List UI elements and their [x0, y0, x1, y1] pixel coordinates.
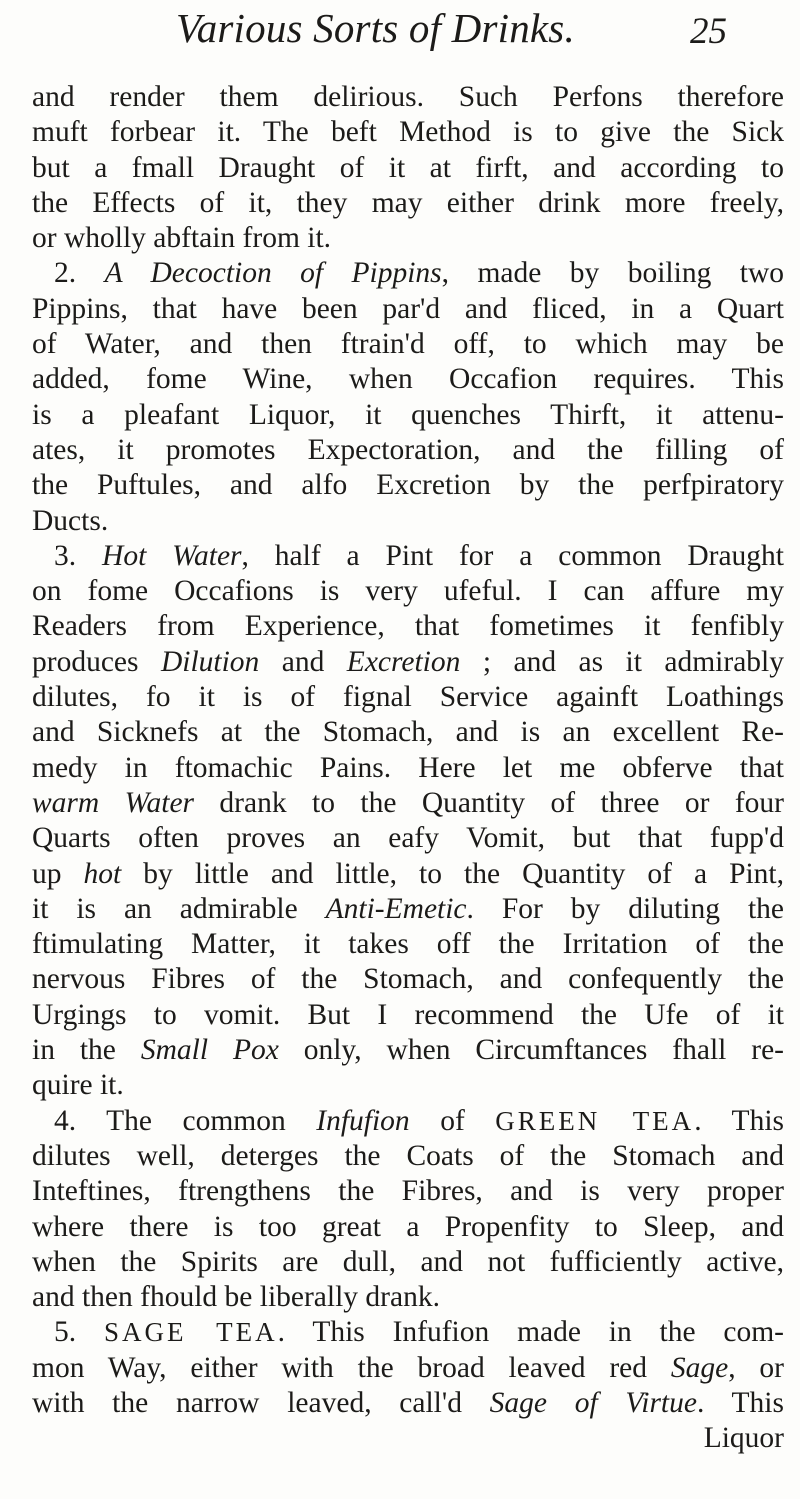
- italic-phrase: warm Water: [32, 786, 195, 819]
- text-line: [32, 433, 784, 468]
- text-run: or wholly abftain from it.: [32, 222, 332, 255]
- text-run: by little and little, to the Quantity of a Pint,: [121, 857, 785, 890]
- body-text: [32, 80, 784, 1457]
- text-line: [32, 115, 784, 150]
- text-line: [32, 680, 784, 715]
- text-run: 2.: [54, 257, 105, 290]
- text-run: mon Way, either with the broad leaved red: [32, 1351, 671, 1384]
- text-run: with the narrow leaved, call'd: [32, 1386, 490, 1419]
- text-line: [32, 715, 784, 750]
- italic-phrase: Sage: [670, 1351, 729, 1384]
- text-run: of: [409, 1104, 496, 1137]
- text-run: Inteftines, ftrengthens the Fibres, and is very proper: [32, 1175, 784, 1208]
- text-run: ; and as it admirably: [460, 645, 784, 678]
- text-line: [32, 892, 784, 927]
- text-line: [32, 292, 784, 327]
- text-run: Liquor: [703, 1422, 784, 1455]
- italic-phrase: Infufion: [316, 1104, 410, 1137]
- text-run: Pippins, that have been par'd and fliced, in a Quart: [32, 292, 784, 325]
- small-caps-phrase: GREEN TEA: [495, 1105, 695, 1136]
- text-run: on fome Occafions is very ufeful. I can affure my: [32, 575, 784, 608]
- text-line: [32, 398, 784, 433]
- running-head: [0, 4, 800, 64]
- text-line: [32, 1139, 784, 1174]
- text-line: [32, 998, 784, 1033]
- italic-phrase: Excretion: [346, 645, 461, 678]
- text-run: is a pleafant Liquor, it quenches Thirft, it attenu-: [32, 398, 784, 431]
- text-line: [32, 1315, 784, 1350]
- text-run: , made by boiling two: [441, 257, 784, 290]
- text-run: . This Infufion made in the com-: [277, 1316, 785, 1349]
- text-run: up: [32, 857, 84, 890]
- text-run: only, when Circumftances fhall re-: [278, 1034, 785, 1067]
- text-run: dilutes, fo it is of fignal Service againft Loathings: [32, 681, 784, 714]
- text-run: 4. The common: [54, 1104, 317, 1137]
- text-run: and Sicknefs at the Stomach, and is an excellent Re-: [32, 716, 784, 749]
- text-run: and then fhould be liberally drank.: [32, 1281, 440, 1314]
- text-run: medy in ftomachic Pains. Here let me obferve that: [32, 751, 784, 784]
- text-run: Ducts.: [32, 504, 109, 537]
- text-line: [32, 927, 784, 962]
- text-run: 3.: [54, 539, 103, 572]
- running-title: Various Sorts of Drinks.: [176, 5, 575, 51]
- text-line: [32, 468, 784, 503]
- text-run: dilutes well, deterges the Coats of the Stomach and: [32, 1139, 784, 1172]
- text-run: where there is too great a Propenfity to Sleep, and: [32, 1210, 784, 1243]
- text-run: produces: [32, 645, 161, 678]
- text-line: [32, 1104, 784, 1139]
- text-run: the Effects of it, they may either drink more freely,: [32, 186, 784, 219]
- italic-phrase: Sage of Virtue: [489, 1386, 697, 1419]
- text-line: [32, 221, 784, 256]
- text-run: . This: [694, 1104, 784, 1137]
- text-line: [32, 1280, 784, 1315]
- text-line: [32, 857, 784, 892]
- text-run: but a fmall Draught of it at firft, and according to: [32, 151, 784, 184]
- text-run: in the: [32, 1034, 141, 1067]
- text-line: [32, 539, 784, 574]
- text-line: [32, 1068, 784, 1103]
- text-line: [32, 186, 784, 221]
- text-run: muft forbear it. The beft Method is to give the Sick: [32, 116, 784, 149]
- text-line: [32, 1421, 784, 1456]
- text-line: [32, 1174, 784, 1209]
- italic-phrase: Hot Water: [102, 539, 242, 572]
- text-run: Urgings to vomit. But I recommend the Ufe of it: [32, 998, 784, 1031]
- text-run: ates, it promotes Expectoration, and the filling of: [32, 433, 784, 466]
- text-line: [32, 1351, 784, 1386]
- italic-phrase: A Decoction of Pippins: [104, 257, 442, 290]
- text-run: Quarts often proves an eafy Vomit, but that fupp'd: [32, 822, 784, 855]
- text-line: [32, 609, 784, 644]
- text-line: [32, 751, 784, 786]
- text-line: [32, 256, 784, 291]
- text-line: [32, 80, 784, 115]
- text-run: and render them delirious. Such Perfons therefore: [32, 81, 784, 113]
- text-line: [32, 962, 784, 997]
- text-run: Readers from Experience, that fometimes it fenfibly: [32, 610, 784, 643]
- text-run: . This: [696, 1386, 784, 1419]
- text-run: . For by diluting the: [466, 892, 784, 925]
- text-line: [32, 1033, 784, 1068]
- italic-phrase: Anti-Emetic: [325, 892, 467, 925]
- text-line: [32, 1210, 784, 1245]
- text-line: [32, 362, 784, 397]
- text-run: drank to the Quantity of three or four: [194, 786, 784, 819]
- text-run: and: [259, 645, 347, 678]
- text-run: quire it.: [32, 1069, 124, 1102]
- text-line: [32, 327, 784, 362]
- text-run: , or: [728, 1351, 784, 1384]
- text-line: [32, 1386, 784, 1421]
- text-run: of Water, and then ftrain'd off, to which may be: [32, 328, 784, 361]
- text-line: [32, 786, 784, 821]
- text-line: [32, 1245, 784, 1280]
- text-run: the Puftules, and alfo Excretion by the perfpiratory: [32, 469, 784, 502]
- small-caps-phrase: SAGE TEA: [103, 1317, 278, 1348]
- text-run: nervous Fibres of the Stomach, and confequently the: [32, 963, 784, 996]
- text-run: ftimulating Matter, it takes off the Irritation of the: [32, 928, 784, 961]
- text-run: , half a Pint for a common Draught: [241, 539, 785, 572]
- text-line: [32, 504, 784, 539]
- text-run: when the Spirits are dull, and not fufficiently active,: [32, 1245, 784, 1278]
- italic-phrase: Dilution: [160, 645, 260, 678]
- text-run: it is an admirable: [32, 892, 326, 925]
- text-run: added, fome Wine, when Occafion requires. This: [32, 363, 784, 396]
- italic-phrase: Small Pox: [140, 1034, 279, 1067]
- text-run: 5.: [54, 1316, 104, 1349]
- text-line: [32, 821, 784, 856]
- text-line: [32, 574, 784, 609]
- text-line: [32, 645, 784, 680]
- italic-phrase: hot: [83, 857, 122, 890]
- page-number: 25: [690, 11, 727, 52]
- text-line: [32, 151, 784, 186]
